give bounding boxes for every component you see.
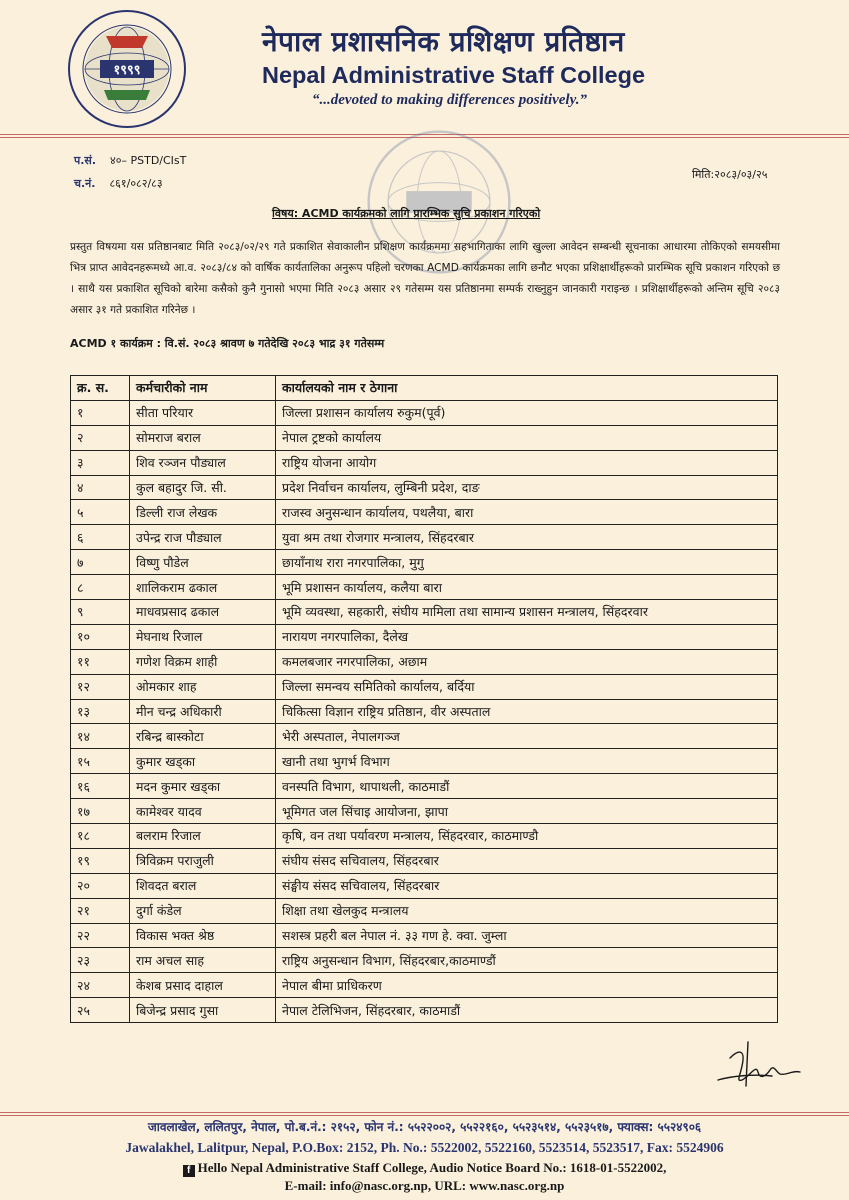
cell-office-address: राष्ट्रिय अनुसन्धान विभाग, सिंहदरबार,काठमाण्डौं xyxy=(276,948,778,973)
table-row xyxy=(71,998,778,1023)
cell-office-address: छायाँनाथ रारा नगरपालिका, मुगु xyxy=(276,550,778,575)
cell-employee-name: विष्णु पौडेल xyxy=(130,550,276,575)
footer-contact: E-mail: info@nasc.org.np, URL: www.nasc.org.np xyxy=(284,1178,565,1193)
logo-year: १९९९ xyxy=(113,63,141,78)
cell-office-address: कृषि, वन तथा पर्यावरण मन्त्रालय, सिंहदरवार, काठमाण्डौ xyxy=(276,824,778,849)
cell-employee-name: शालिकराम ढकाल xyxy=(130,575,276,600)
cell-serial: १२ xyxy=(71,674,130,699)
cell-serial: १० xyxy=(71,624,130,649)
cell-employee-name: दुर्गा कंडेल xyxy=(130,898,276,923)
cell-serial: ९ xyxy=(71,600,130,625)
cell-serial: ४ xyxy=(71,475,130,500)
table-row xyxy=(71,575,778,600)
table-row xyxy=(71,799,778,824)
table-row xyxy=(71,550,778,575)
cell-employee-name: सोमराज बराल xyxy=(130,425,276,450)
cell-office-address: नेपाल ट्रष्टको कार्यालय xyxy=(276,425,778,450)
cell-employee-name: कामेश्वर यादव xyxy=(130,799,276,824)
footer-rule xyxy=(0,1112,849,1113)
cell-serial: ३ xyxy=(71,450,130,475)
cell-serial: २५ xyxy=(71,998,130,1023)
cell-employee-name: केशब प्रसाद दाहाल xyxy=(130,973,276,998)
cell-office-address: वनस्पति विभाग, थापाथली, काठमाडौं xyxy=(276,774,778,799)
table-row xyxy=(71,450,778,475)
cell-serial: २३ xyxy=(71,948,130,973)
participant-table xyxy=(70,375,778,1023)
cell-serial: २० xyxy=(71,873,130,898)
footer-address-english: Jawalakhel, Lalitpur, Nepal, P.O.Box: 2152, Ph. No.: 5522002, 5522160, 5523514, 5523517, Fax: 5524906 xyxy=(125,1140,724,1155)
cell-employee-name: मेघनाथ रिजाल xyxy=(130,624,276,649)
table-row xyxy=(71,525,778,550)
cell-office-address: प्रदेश निर्वाचन कार्यालय, लुम्बिनी प्रदेश, दाङ xyxy=(276,475,778,500)
cell-office-address: संघीय संसद सचिवालय, सिंहदरबार xyxy=(276,848,778,873)
cell-serial: ५ xyxy=(71,500,130,525)
cell-employee-name: त्रिविक्रम पराजुली xyxy=(130,848,276,873)
footer-rule-2 xyxy=(0,1115,849,1116)
cell-office-address: नारायण नगरपालिका, दैलेख xyxy=(276,624,778,649)
cell-office-address: खानी तथा भुगर्भ विभाग xyxy=(276,749,778,774)
cell-employee-name: मीन चन्द्र अधिकारी xyxy=(130,699,276,724)
cell-office-address: चिकित्सा विज्ञान राष्ट्रिय प्रतिष्ठान, वीर अस्पताल xyxy=(276,699,778,724)
cell-serial: १९ xyxy=(71,848,130,873)
table-row xyxy=(71,500,778,525)
footer-social xyxy=(0,1160,849,1177)
table-row xyxy=(71,475,778,500)
table-row xyxy=(71,425,778,450)
footer-address-nepali: जावलाखेल, ललितपुर, नेपाल, पो.ब.नं.: २१५२, फोन नं.: ५५२२००२, ५५२२१६०, ५५२३५१४, ५५२३५१७, फ्याक्स: ५५२४९०६ xyxy=(147,1120,702,1134)
table-row xyxy=(71,923,778,948)
cell-employee-name: रबिन्द्र बास्कोटा xyxy=(130,724,276,749)
cell-office-address: शिक्षा तथा खेलकुद मन्त्रालय xyxy=(276,898,778,923)
cell-office-address: सशस्त्र प्रहरी बल नेपाल नं. ३३ गण हे. क्वा. जुम्ला xyxy=(276,923,778,948)
cell-office-address: राजस्व अनुसन्धान कार्यालय, पथलैया, बारा xyxy=(276,500,778,525)
cell-employee-name: राम अचल साह xyxy=(130,948,276,973)
pa-sa-label: प.सं. xyxy=(74,154,97,167)
cell-office-address: युवा श्रम तथा रोजगार मन्त्रालय, सिंहदरबार xyxy=(276,525,778,550)
cell-serial: २१ xyxy=(71,898,130,923)
cell-office-address: कमलबजार नगरपालिका, अछाम xyxy=(276,649,778,674)
cell-serial: ११ xyxy=(71,649,130,674)
table-row xyxy=(71,400,778,425)
cell-serial: १३ xyxy=(71,699,130,724)
column-header-serial: क्र. स. xyxy=(71,376,130,401)
cell-employee-name: माधवप्रसाद ढकाल xyxy=(130,600,276,625)
college-name-english: Nepal Administrative Staff College xyxy=(262,62,646,88)
cell-office-address: जिल्ला समन्वय समितिको कार्यालय, बर्दिया xyxy=(276,674,778,699)
cell-employee-name: सीता परियार xyxy=(130,400,276,425)
table-row xyxy=(71,848,778,873)
document-date: मिति:२०८३/०३/२५ xyxy=(692,168,768,181)
table-row xyxy=(71,724,778,749)
dispatch-number xyxy=(74,176,163,191)
program-heading: ACMD १ कार्यक्रम : वि.सं. २०८३ श्रावण ७ गतेदेखि २०८३ भाद्र ३१ गतेसम्म xyxy=(70,337,385,350)
table-row xyxy=(71,649,778,674)
cell-employee-name: गणेश विक्रम शाही xyxy=(130,649,276,674)
cell-serial: १५ xyxy=(71,749,130,774)
cell-serial: १७ xyxy=(71,799,130,824)
cell-office-address: संङ्घीय संसद सचिवालय, सिंहदरबार xyxy=(276,873,778,898)
cell-office-address: भेरी अस्पताल, नेपालगञ्ज xyxy=(276,724,778,749)
cell-serial: १ xyxy=(71,400,130,425)
cell-employee-name: विकास भक्त श्रेष्ठ xyxy=(130,923,276,948)
tagline: “...devoted to making differences positively.” xyxy=(312,92,587,108)
college-name-nepali: नेपाल प्रशासनिक प्रशिक्षण प्रतिष्ठान xyxy=(262,25,625,58)
cell-serial: १४ xyxy=(71,724,130,749)
table-row xyxy=(71,898,778,923)
cell-serial: २२ xyxy=(71,923,130,948)
table-header-row xyxy=(71,376,778,401)
cha-na-label: च.नं. xyxy=(74,177,96,190)
reference-number xyxy=(74,153,186,168)
facebook-icon: f xyxy=(183,1165,195,1177)
table-row xyxy=(71,674,778,699)
table-row xyxy=(71,600,778,625)
cell-serial: ६ xyxy=(71,525,130,550)
cell-office-address: नेपाल बीमा प्राधिकरण xyxy=(276,973,778,998)
cell-office-address: जिल्ला प्रशासन कार्यालय रुकुम(पूर्व) xyxy=(276,400,778,425)
cell-employee-name: मदन कुमार खड्का xyxy=(130,774,276,799)
cell-employee-name: कुमार खड्का xyxy=(130,749,276,774)
cell-employee-name: शिव रञ्जन पौड्याल xyxy=(130,450,276,475)
cell-serial: १८ xyxy=(71,824,130,849)
table-row xyxy=(71,948,778,973)
cell-serial: ८ xyxy=(71,575,130,600)
cell-employee-name: कुल बहादुर जि. सी. xyxy=(130,475,276,500)
cell-serial: २४ xyxy=(71,973,130,998)
cell-employee-name: बलराम रिजाल xyxy=(130,824,276,849)
cell-employee-name: डिल्ली राज लेखक xyxy=(130,500,276,525)
cell-office-address: भूमिगत जल सिंचाइ आयोजना, झापा xyxy=(276,799,778,824)
column-header-office: कार्यालयको नाम र ठेगाना xyxy=(276,376,778,401)
nasc-logo xyxy=(66,8,188,130)
cell-office-address: भूमि व्यवस्था, सहकारी, संघीय मामिला तथा सामान्य प्रशासन मन्त्रालय, सिंहदरवार xyxy=(276,600,778,625)
notice-paragraph: प्रस्तुत विषयमा यस प्रतिष्ठानबाट मिति २०८३/०२/२९ गते प्रकाशित सेवाकालीन प्रशिक्षण कार्यक्रममा सहभागिताका लागि खुल्ला आवेदन सम्बन्धी सूचनाका आधारमा तोकिएको समयसीमा भित्र प्राप्त आवेदनहरूमध्ये आ.व. २०८३/८४ को वार्षिक कार्यतालिका अनुरूप पहिलो चरणका ACMD कार्यक्रमका लागि छनौट भएका प्रशिक्षार्थीहरूको प्रारम्भिक सूचि प्रकाशन गरिएको छ । साथै यस प्रकाशित सूचिको बारेमा कसैको कुनै गुनासो भएमा मिति २०८३ असार २९ गतेसम्म यस प्रतिष्ठानमा सम्पर्क राख्नुहुन जानकारी गराइन्छ । प्रशिक्षार्थीहरूको अन्तिम सूचि २०८३ असार ३१ गते प्रकाशित गरिनेछ । xyxy=(70,241,780,316)
cell-office-address: नेपाल टेलिभिजन, सिंहदरबार, काठमाडौं xyxy=(276,998,778,1023)
footer-social-text: Hello Nepal Administrative Staff College, Audio Notice Board No.: 1618-01-5522002, xyxy=(197,1160,667,1175)
pa-sa-value: ४०– PSTD/CIsT xyxy=(110,154,187,167)
cell-serial: १६ xyxy=(71,774,130,799)
cell-employee-name: शिवदत बराल xyxy=(130,873,276,898)
table-row xyxy=(71,749,778,774)
table-row xyxy=(71,624,778,649)
cell-office-address: राष्ट्रिय योजना आयोग xyxy=(276,450,778,475)
signature xyxy=(712,1036,807,1096)
cell-employee-name: ओमकार शाह xyxy=(130,674,276,699)
table-row xyxy=(71,699,778,724)
cell-serial: २ xyxy=(71,425,130,450)
table-row xyxy=(71,774,778,799)
cell-employee-name: उपेन्द्र राज पौड्याल xyxy=(130,525,276,550)
cha-na-value: ८६१/०८२/८३ xyxy=(109,177,163,190)
table-row xyxy=(71,973,778,998)
cell-office-address: भूमि प्रशासन कार्यालय, कलैया बारा xyxy=(276,575,778,600)
table-row xyxy=(71,824,778,849)
cell-employee-name: बिजेन्द्र प्रसाद गुसा xyxy=(130,998,276,1023)
table-row xyxy=(71,873,778,898)
column-header-name: कर्मचारीको नाम xyxy=(130,376,276,401)
cell-serial: ७ xyxy=(71,550,130,575)
subject-line: विषय: ACMD कार्यक्रमको लागि प्रारम्भिक सुचि प्रकाशन गरिएको xyxy=(272,207,541,220)
